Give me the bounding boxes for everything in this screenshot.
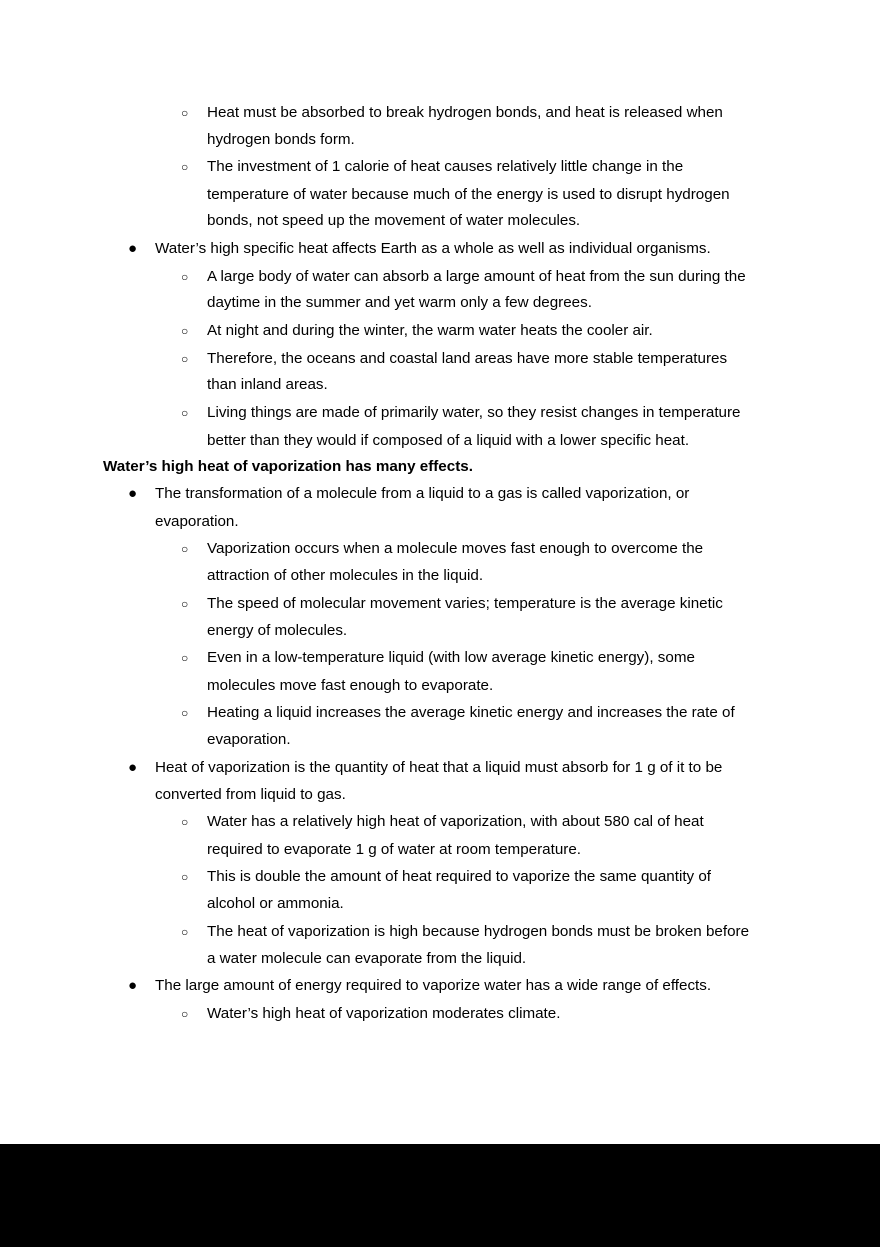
bullet-icon: ●	[128, 759, 138, 776]
list-item-line: The investment of 1 calorie of heat causes relatively little change in the	[207, 158, 684, 175]
list-item-line: The speed of molecular movement varies; temperature is the average kinetic	[207, 595, 723, 612]
list-item-line: Therefore, the oceans and coastal land areas have more stable temperatures	[207, 350, 728, 367]
list-item-line: Even in a low-temperature liquid (with low average kinetic energy), some	[207, 649, 695, 666]
list-item-line: evaporation.	[207, 731, 291, 748]
list-item-line: Heat of vaporization is the quantity of heat that a liquid must absorb for 1 g of it to be	[155, 759, 723, 776]
section-heading: Water’s high heat of vaporization has many effects.	[103, 458, 473, 475]
list-item-line: At night and during the winter, the warm water heats the cooler air.	[207, 322, 653, 339]
list-item-line: bonds, not speed up the movement of water molecules.	[207, 212, 581, 229]
list-item-line: Living things are made of primarily water, so they resist changes in temperature	[207, 404, 741, 421]
list-item-line: a water molecule can evaporate from the liquid.	[207, 950, 527, 967]
list-item-line: energy of molecules.	[207, 622, 348, 639]
list-item-line: evaporation.	[155, 513, 239, 530]
bottom-black-band	[0, 1144, 880, 1247]
list-item-line: than inland areas.	[207, 376, 328, 393]
list-item-line: daytime in the summer and yet warm only a few degrees.	[207, 294, 592, 311]
bullet-icon: ●	[128, 240, 138, 257]
bullet-icon: ●	[128, 977, 138, 994]
sub-bullet-icon: ○	[181, 324, 189, 338]
list-item-line: converted from liquid to gas.	[155, 786, 346, 803]
list-item-line: This is double the amount of heat required to vaporize the same quantity of	[207, 868, 712, 885]
list-item-line: temperature of water because much of the energy is used to disrupt hydrogen	[207, 186, 730, 203]
list-item-line: hydrogen bonds form.	[207, 131, 355, 148]
list-item-line: molecules move fast enough to evaporate.	[207, 677, 494, 694]
sub-bullet-icon: ○	[181, 706, 189, 720]
list-item-line: The heat of vaporization is high because hydrogen bonds must be broken before	[207, 923, 750, 940]
list-item-line: Heat must be absorbed to break hydrogen bonds, and heat is released when	[207, 104, 723, 121]
list-item-line: A large body of water can absorb a large amount of heat from the sun during the	[207, 268, 746, 285]
list-item-line: Vaporization occurs when a molecule moves fast enough to overcome the	[207, 540, 704, 557]
sub-bullet-icon: ○	[181, 870, 189, 884]
list-item-line: attraction of other molecules in the liquid.	[207, 567, 484, 584]
bullet-icon: ●	[128, 485, 138, 502]
list-item-line: better than they would if composed of a liquid with a lower specific heat.	[207, 432, 690, 449]
sub-bullet-icon: ○	[181, 270, 189, 284]
list-item-line: Water’s high heat of vaporization moderates climate.	[207, 1005, 561, 1022]
sub-bullet-icon: ○	[181, 597, 189, 611]
list-item-line: required to evaporate 1 g of water at room temperature.	[207, 841, 581, 858]
sub-bullet-icon: ○	[181, 542, 189, 556]
list-item-line: alcohol or ammonia.	[207, 895, 344, 912]
list-item-line: Heating a liquid increases the average kinetic energy and increases the rate of	[207, 704, 735, 721]
sub-bullet-icon: ○	[181, 1007, 189, 1021]
sub-bullet-icon: ○	[181, 160, 189, 174]
sub-bullet-icon: ○	[181, 925, 189, 939]
sub-bullet-icon: ○	[181, 106, 189, 120]
sub-bullet-icon: ○	[181, 352, 189, 366]
sub-bullet-icon: ○	[181, 651, 189, 665]
sub-bullet-icon: ○	[181, 815, 189, 829]
list-item-line: Water has a relatively high heat of vaporization, with about 580 cal of heat	[207, 813, 704, 830]
list-item-line: The large amount of energy required to vaporize water has a wide range of effects.	[155, 977, 712, 994]
sub-bullet-icon: ○	[181, 406, 189, 420]
list-item-line: The transformation of a molecule from a liquid to a gas is called vaporization, or	[155, 485, 690, 502]
list-item-line: Water’s high specific heat affects Earth as a whole as well as individual organisms.	[155, 240, 711, 257]
